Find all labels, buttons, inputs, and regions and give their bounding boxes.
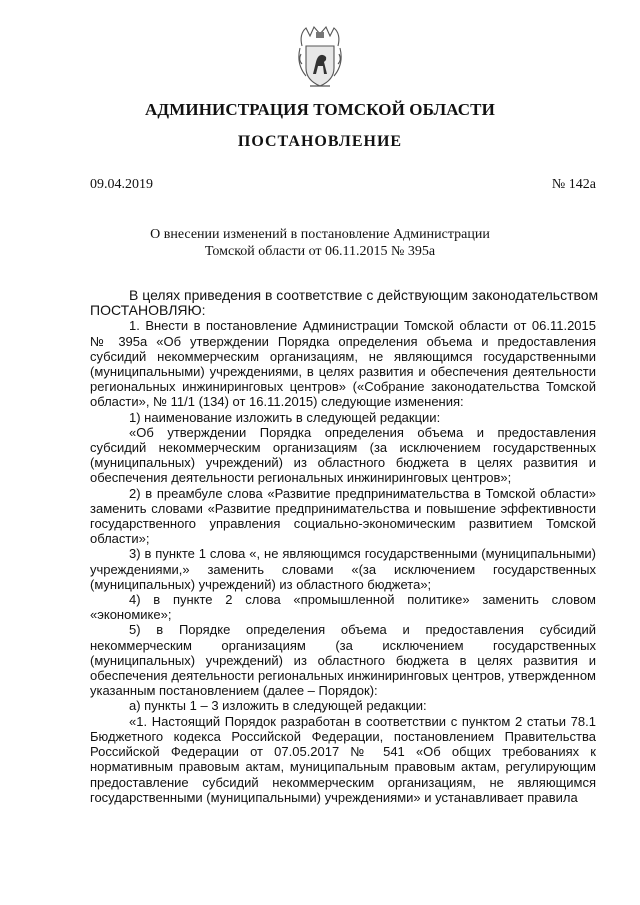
subitem-5: 5) в Порядке определения объема и предоставления субсидий некоммерческим организациям (за исключением государственных (муниципальных) учреждений) из областного бюджета в целях развития и обеспечения деятельности региональных инжиниринговых центров, утвержденном указанным постановлением (далее – Порядок): [90, 622, 596, 699]
coat-of-arms-icon [296, 24, 344, 90]
subitem-5a: а) пункты 1 – 3 изложить в следующей редакции: [129, 698, 427, 714]
item-1: 1. Внести в постановление Администрации Томской области от 06.11.2015 № 395а «Об утверждении Порядка определения объема и предоставления субсидий некоммерческим организациям, не являющимся государственными (муниципальными) учреждениями, в целях развития и обеспечения деятельности региональных инжиниринговых центров» («Собрание законодательства Томской области», № 11/1 (134) от 16.11.2015) следующие изменения: [90, 318, 596, 410]
preamble: В целях приведения в соответствие с действующим законодательством [129, 287, 599, 303]
subject-line-1: О внесении изменений в постановление Администрации [150, 227, 490, 242]
subitem-2: 2) в преамбуле слова «Развитие предпринимательства в Томской области» заменить словами «Развитие предпринимательства и повышение эффективности государственного управления социально-экономическим развитием Томской области»; [90, 485, 596, 547]
document-subject [150, 226, 490, 260]
resolve-word: ПОСТАНОВЛЯЮ: [90, 302, 206, 319]
document-date: 09.04.2019 [90, 177, 153, 192]
subitem-1: 1) наименование изложить в следующей редакции: [129, 409, 441, 425]
document-number: № 142а [551, 177, 596, 192]
subitem-5a-quote: «1. Настоящий Порядок разработан в соответствии с пунктом 2 статьи 78.1 Бюджетного кодекса Российской Федерации, постановлением Правительства Российской Федерации от 07.05.2017 № 541 «Об общих требованиях к нормативным правовым актам, муниципальным правовым актам, регулирующим предоставление субсидий некоммерческим организациям, не являющимся государственными (муниципальными) учреждениями» и устанавливает правила [90, 713, 596, 805]
document-body [90, 287, 599, 805]
document-type: ПОСТАНОВЛЕНИЕ [237, 133, 403, 150]
subject-line-2: Томской области от 06.11.2015 № 395а [204, 244, 436, 259]
subitem-3: 3) в пункте 1 слова «, не являющимся государственными (муниципальными) учреждениями,» заменить словами «(за исключением государственных (муниципальных) учреждений) из областного бюджета»; [90, 546, 596, 592]
subitem-4: 4) в пункте 2 слова «промышленной политике» заменить словом «экономике»; [90, 592, 596, 623]
subitem-1-quote: «Об утверждении Порядка определения объема и предоставления субсидий некоммерческим организациям (за исключением государственных (муниципальных) учреждений) из областного бюджета в целях развития и обеспечения деятельности региональных инжиниринговых центров»; [90, 424, 596, 486]
organization-title: АДМИНИСТРАЦИЯ ТОМСКОЙ ОБЛАСТИ [145, 100, 495, 119]
